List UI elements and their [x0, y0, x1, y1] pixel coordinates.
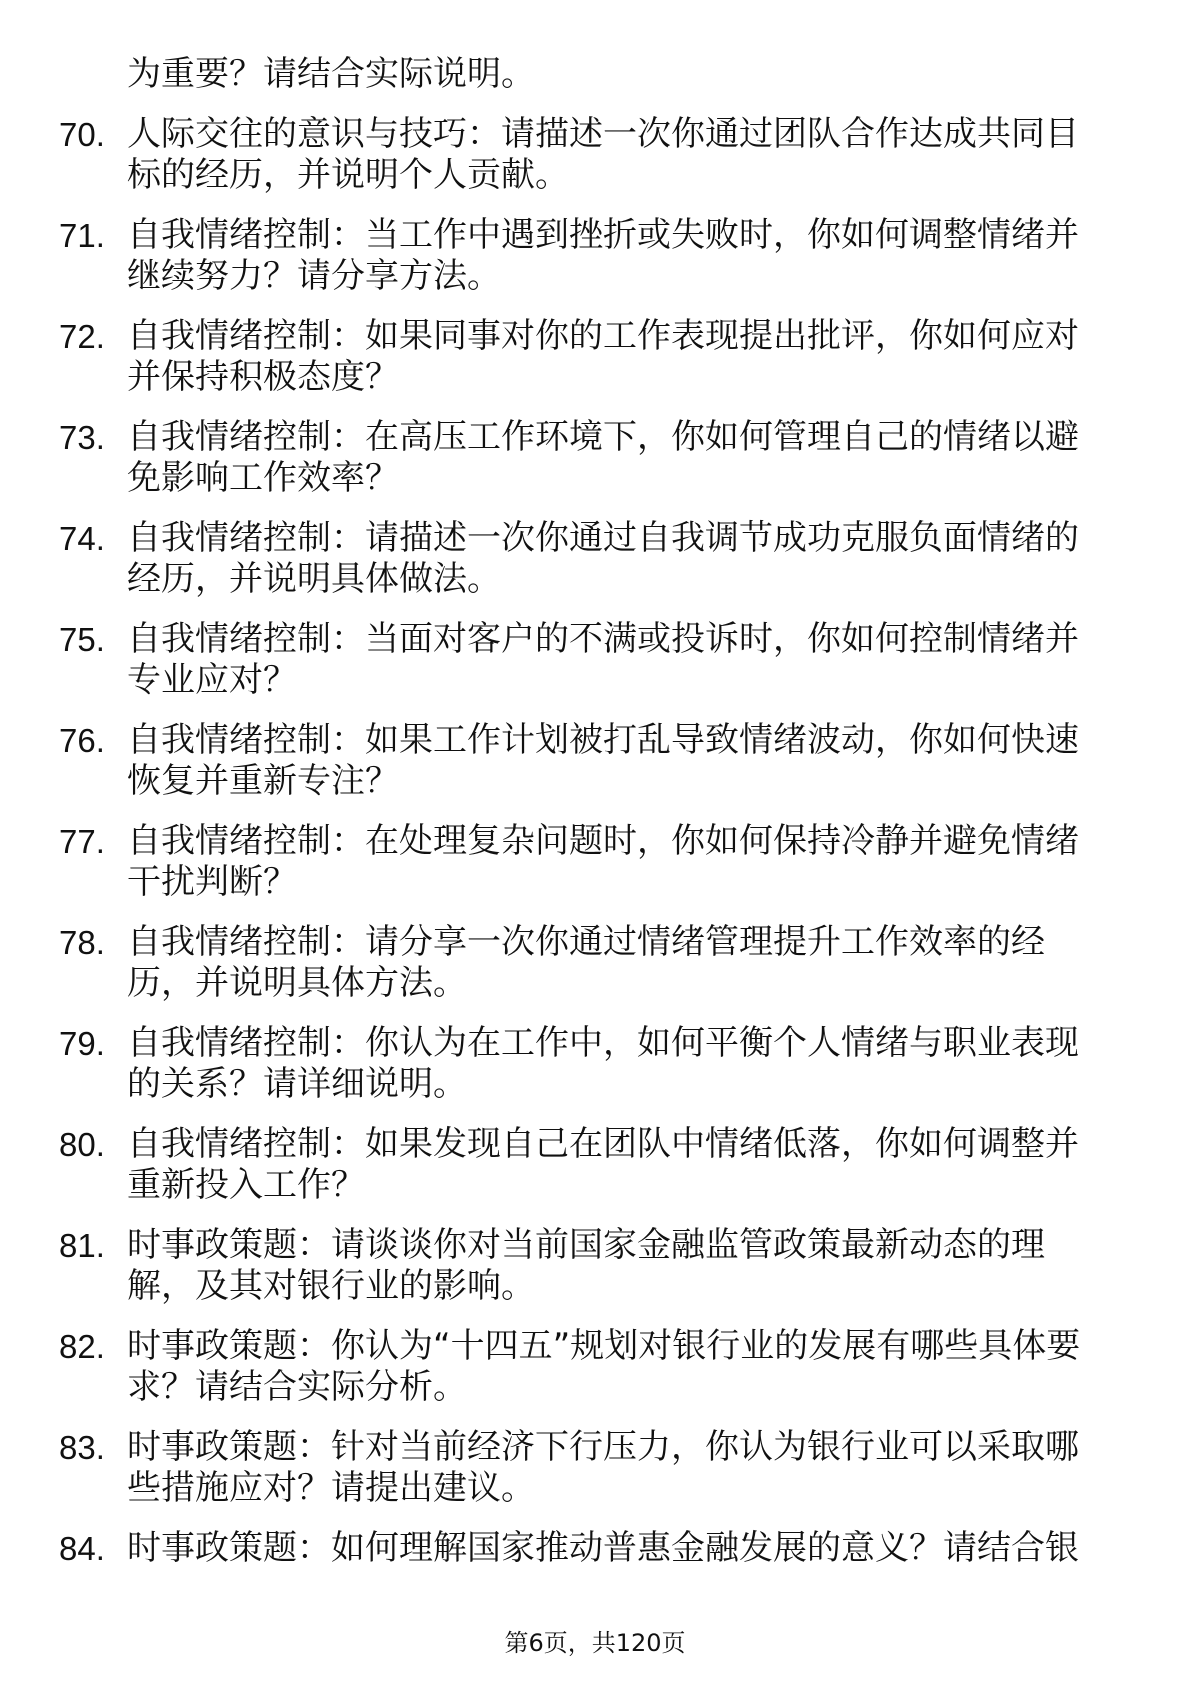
question-list	[0, 54, 1190, 1569]
question-line: 自我情绪控制：当工作中遇到挫折或失败时，你如何调整情绪并	[127, 215, 1079, 255]
question-item	[0, 821, 1190, 903]
page-footer: 第6页，共120页	[504, 1629, 686, 1657]
question-number: 70.	[59, 116, 105, 153]
question-line: 干扰判断？	[127, 862, 297, 902]
question-line: 继续努力？请分享方法。	[127, 256, 501, 296]
question-line: 些措施应对？请提出建议。	[127, 1468, 535, 1508]
question-line: 人际交往的意识与技巧：请描述一次你通过团队合作达成共同目	[127, 114, 1079, 154]
question-item	[0, 1427, 1190, 1509]
question-line: 自我情绪控制：当面对客户的不满或投诉时，你如何控制情绪并	[127, 619, 1079, 659]
question-line: 重新投入工作？	[127, 1165, 365, 1205]
question-line: 恢复并重新专注？	[127, 761, 399, 801]
question-number: 73.	[59, 419, 105, 456]
question-item	[0, 1124, 1190, 1206]
question-number: 76.	[59, 722, 105, 759]
question-item	[0, 518, 1190, 600]
question-line: 自我情绪控制：在处理复杂问题时，你如何保持冷静并避免情绪	[127, 821, 1079, 861]
question-line: 标的经历，并说明个人贡献。	[127, 155, 569, 195]
question-number: 78.	[59, 924, 105, 961]
question-number: 74.	[59, 520, 105, 557]
question-line: 自我情绪控制：如果工作计划被打乱导致情绪波动，你如何快速	[127, 720, 1079, 760]
question-number: 82.	[59, 1328, 105, 1365]
question-line: 专业应对？	[127, 660, 297, 700]
question-item	[0, 1326, 1190, 1408]
question-line: 的关系？请详细说明。	[127, 1064, 467, 1104]
question-item	[0, 316, 1190, 398]
question-line: 经历，并说明具体做法。	[127, 559, 501, 599]
question-number: 75.	[59, 621, 105, 658]
question-item	[0, 417, 1190, 499]
question-line: 历，并说明具体方法。	[127, 963, 467, 1003]
question-line: 自我情绪控制：请分享一次你通过情绪管理提升工作效率的经	[127, 922, 1045, 962]
question-item	[0, 114, 1190, 196]
question-item	[0, 215, 1190, 297]
question-number: 84.	[59, 1530, 105, 1567]
continuation-line: 为重要？请结合实际说明。	[127, 54, 535, 94]
question-line: 并保持积极态度？	[127, 357, 399, 397]
question-line: 自我情绪控制：如果发现自己在团队中情绪低落，你如何调整并	[127, 1124, 1079, 1164]
question-item	[0, 720, 1190, 802]
question-number: 77.	[59, 823, 105, 860]
question-number: 83.	[59, 1429, 105, 1466]
question-number: 81.	[59, 1227, 105, 1264]
question-number: 79.	[59, 1025, 105, 1062]
question-item	[0, 619, 1190, 701]
question-line: 免影响工作效率？	[127, 458, 399, 498]
question-item	[0, 1528, 1190, 1569]
question-line: 时事政策题：如何理解国家推动普惠金融发展的意义？请结合银	[127, 1528, 1079, 1568]
question-line: 自我情绪控制：你认为在工作中，如何平衡个人情绪与职业表现	[127, 1023, 1079, 1063]
question-line: 自我情绪控制：请描述一次你通过自我调节成功克服负面情绪的	[127, 518, 1079, 558]
question-line: 自我情绪控制：在高压工作环境下，你如何管理自己的情绪以避	[127, 417, 1079, 457]
question-number: 80.	[59, 1126, 105, 1163]
question-line: 时事政策题：针对当前经济下行压力，你认为银行业可以采取哪	[127, 1427, 1079, 1467]
question-line: 求？请结合实际分析。	[127, 1367, 467, 1407]
question-line: 自我情绪控制：如果同事对你的工作表现提出批评，你如何应对	[127, 316, 1079, 356]
question-line: 解，及其对银行业的影响。	[127, 1266, 535, 1306]
question-item	[0, 1023, 1190, 1105]
question-item	[0, 1225, 1190, 1307]
question-line: 时事政策题：请谈谈你对当前国家金融监管政策最新动态的理	[127, 1225, 1045, 1265]
question-number: 71.	[59, 217, 105, 254]
question-number: 72.	[59, 318, 105, 355]
question-line: 时事政策题：你认为“十四五”规划对银行业的发展有哪些具体要	[127, 1326, 1081, 1366]
question-item	[0, 922, 1190, 1004]
